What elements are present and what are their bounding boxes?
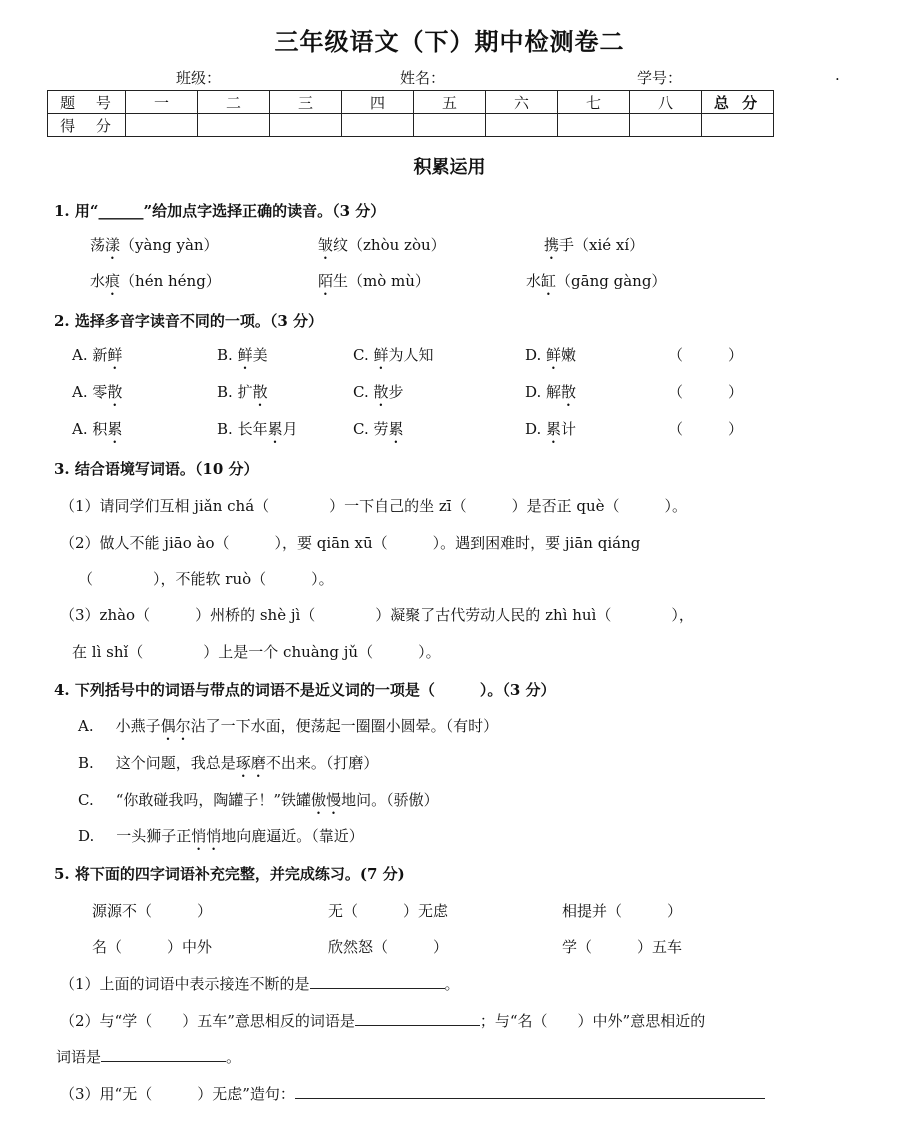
q4-option: C. “你敢碰我吗，陶罐子！”铁罐傲慢地问。（骄傲）: [78, 791, 439, 809]
q4-option: B. 这个问题，我总是琢磨不出来。（打磨）: [78, 754, 379, 772]
q5-sub1: （1）上面的词语中表示接连不断的是 。: [60, 975, 460, 993]
score-cell[interactable]: [702, 114, 774, 137]
score-header-cell: 五: [414, 91, 486, 114]
q2-option: B. 扩散: [217, 383, 268, 401]
q2-option: C. 散步: [353, 383, 404, 401]
score-row-label: 得 分: [48, 114, 126, 137]
score-cell[interactable]: [630, 114, 702, 137]
q4-heading: 4. 下列括号中的词语与带点的词语不是近义词的一项是（ ）。（3 分）: [54, 681, 556, 699]
trailing-dot: .: [835, 66, 840, 84]
answer-line[interactable]: [355, 1010, 480, 1026]
class-label: 班级：: [176, 69, 222, 87]
q5-word: 相提并（ ）: [562, 902, 683, 920]
q1-item: 陌生（mò mù）: [318, 272, 430, 290]
q1-item: 荡漾（yàng yàn）: [90, 236, 219, 254]
q3-line: （1）请同学们互相 jiǎn chá（ ）一下自己的坐 zī（ ）是否正 què（ ）。: [60, 497, 688, 515]
q5-sub3: （3）用“无（ ）无虑”造句：: [60, 1083, 765, 1104]
q2-option: B. 鲜美: [217, 346, 268, 364]
q2-option: A. 零散: [72, 383, 123, 401]
q5-heading: 5. 将下面的四字词语补充完整，并完成练习。(7 分): [54, 865, 405, 883]
score-header-cell: 题 号: [48, 91, 126, 114]
q2-option: D. 累计: [525, 420, 577, 438]
score-header-cell: 二: [198, 91, 270, 114]
name-label: 姓名：: [400, 69, 446, 87]
q1-item: 皱纹（zhòu zòu）: [318, 236, 446, 254]
score-header-row: [48, 91, 774, 114]
score-header-cell: 四: [342, 91, 414, 114]
q2-option: A. 新鲜: [72, 346, 123, 364]
score-cell[interactable]: [198, 114, 270, 137]
q3-heading: 3. 结合语境写词语。（10 分）: [54, 460, 259, 478]
score-header-cell: 八: [630, 91, 702, 114]
score-cell[interactable]: [270, 114, 342, 137]
q2-heading: 2. 选择多音字读音不同的一项。（3 分）: [54, 312, 324, 330]
score-header-cell: 六: [486, 91, 558, 114]
q2-answer-blank[interactable]: （ ）: [668, 420, 744, 438]
score-cell[interactable]: [414, 114, 486, 137]
q3-line: （3）zhào（ ）州桥的 shè jì（ ）凝聚了古代劳动人民的 zhì huì（ ），: [60, 606, 694, 624]
q5-sub2: （2）与“学（ ）五车”意思相反的词语是 ；与“名（ ）中外”意思相近的: [60, 1012, 706, 1030]
score-header-cell: 一: [126, 91, 198, 114]
q5-word: 学（ ）五车: [562, 938, 683, 956]
q3-line: （2）做人不能 jiāo ào（ ），要 qiān xū（ ）。遇到困难时，要 jiān qiáng: [60, 534, 641, 552]
q4-option: A. 小燕子偶尔沾了一下水面，便荡起一圈圈小圆晕。（有时）: [78, 717, 499, 735]
q5-word: 源源不（ ）: [92, 902, 213, 920]
score-header-cell: 三: [270, 91, 342, 114]
q1-item: 携手（xié xí）: [544, 236, 645, 254]
q1-item: 水缸（gāng gàng）: [526, 272, 667, 290]
answer-line[interactable]: [295, 1083, 765, 1099]
score-value-row: [48, 114, 774, 137]
score-table: [47, 90, 774, 137]
q2-answer-blank[interactable]: （ ）: [668, 383, 744, 401]
q2-option: B. 长年累月: [217, 420, 298, 438]
q1-item: 水痕（hén héng）: [90, 272, 221, 290]
q2-answer-blank[interactable]: （ ）: [668, 346, 744, 364]
q2-option: D. 解散: [525, 383, 577, 401]
q3-line: 在 lì shǐ（ ）上是一个 chuàng jǔ（ ）。: [72, 643, 441, 661]
q4-option: D. 一头狮子正悄悄地向鹿逼近。（靠近）: [78, 827, 364, 845]
q2-option: C. 劳累: [353, 420, 404, 438]
section-title: 积累运用: [413, 157, 486, 178]
answer-line[interactable]: [310, 973, 445, 989]
score-cell[interactable]: [342, 114, 414, 137]
q5-sub2-cont: 词语是 。: [56, 1048, 242, 1066]
q1-heading: 1. 用“______”给加点字选择正确的读音。（3 分）: [54, 202, 386, 220]
page-title: 三年级语文（下）期中检测卷二: [274, 27, 625, 56]
q2-option: D. 鲜嫩: [525, 346, 577, 364]
q5-word: 欣然怒（ ）: [328, 938, 449, 956]
score-header-cell: 七: [558, 91, 630, 114]
q5-word: 无（ ）无虑: [328, 902, 449, 920]
score-cell[interactable]: [486, 114, 558, 137]
answer-line[interactable]: [101, 1046, 226, 1062]
q2-option: A. 积累: [72, 420, 123, 438]
score-cell[interactable]: [558, 114, 630, 137]
q5-word: 名（ ）中外: [92, 938, 213, 956]
student-id-label: 学号：: [637, 69, 683, 87]
score-header-total: 总 分: [702, 91, 774, 114]
score-cell[interactable]: [126, 114, 198, 137]
q2-option: C. 鲜为人知: [353, 346, 434, 364]
q3-line: （ ），不能软 ruò（ ）。: [78, 570, 334, 588]
